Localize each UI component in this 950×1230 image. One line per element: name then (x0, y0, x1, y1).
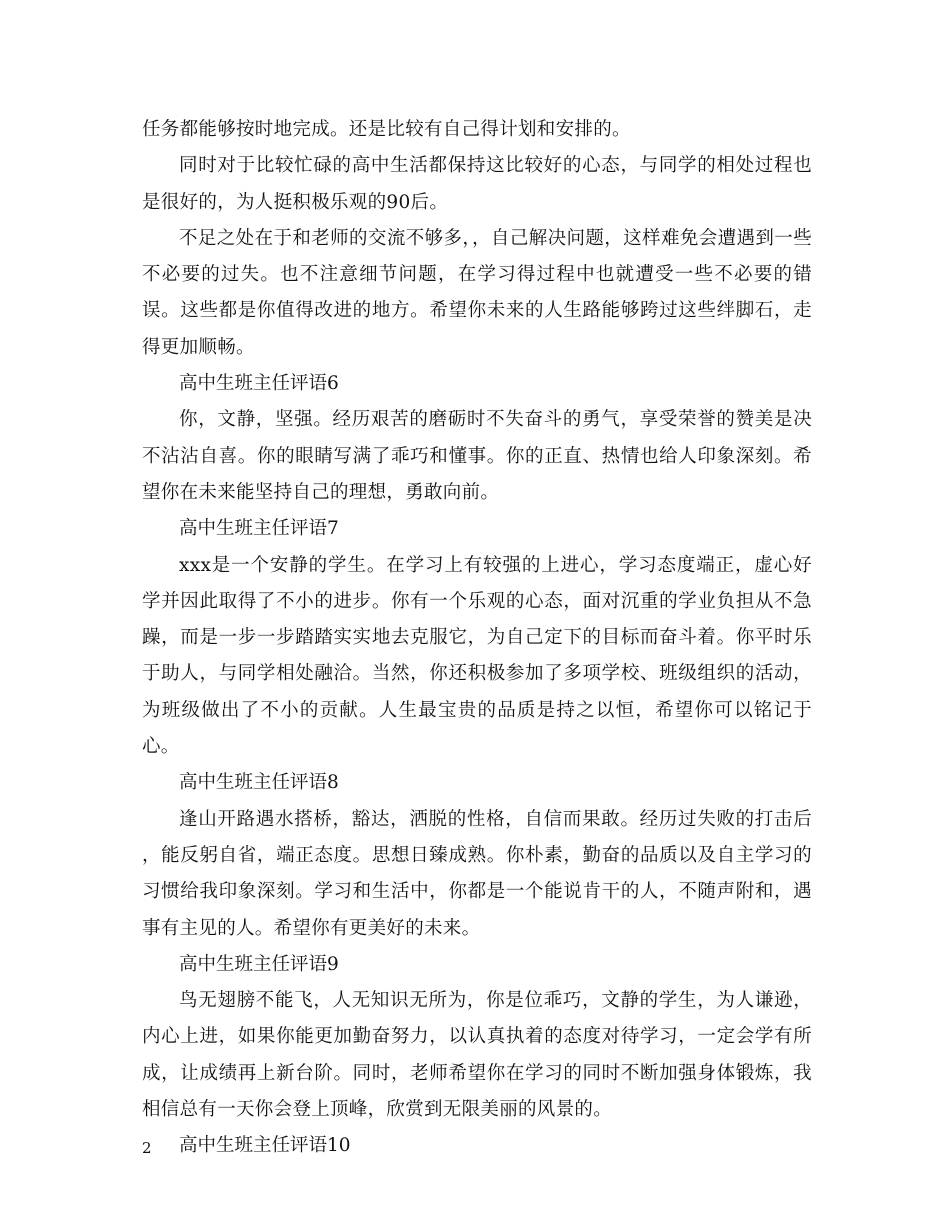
page-number: 2 (142, 1139, 152, 1157)
paragraph: 逢山开路遇水搭桥，豁达，洒脱的性格，自信而果敢。经历过失败的打击后 ，能反躬自省，端正态度。思想日臻成熟。你朴素，勤奋的品质以及自主学习的习惯给我印象深刻。学习和生活中，你都是一个能说肯干的人，不随声附和，遇事有主见的人。希望你有更美好的未来。 (142, 808, 812, 939)
paragraph: xxx是一个安静的学生。在学习上有较强的上进心，学习态度端正，虚心好学并因此取得了不小的进步。你有一个乐观的心态，面对沉重的学业负担从不急躁，而是一步一步踏踏实实地去克服它，为自己定下的目标而奋斗着。你平时乐于助人，与同学相处融洽。当然，你还积极参加了多项学校、班级组织的活动，为班级做出了不小的贡献。人生最宝贵的品质是持之以恒，希望你可以铭记于心。 (142, 554, 812, 758)
paragraph: 你，文静，坚强。经历艰苦的磨砺时不失奋斗的勇气，享受荣誉的赞美是决不沾沾自喜。你的眼睛写满了乖巧和懂事。你的正直、热情也给人印象深刻。希望你在未来能坚持自己的理想，勇敢向前。 (142, 409, 812, 503)
paragraph-continued: 任务都能够按时地完成。还是比较有自己得计划和安排的。 (142, 119, 631, 140)
paragraph: 不足之处在于和老师的交流不够多，，自己解决问题，这样难免会遭遇到一些不必要的过失。也不注意细节问题，在学习得过程中也就遭受一些不必要的错误。这些都是你值得改进的地方。希望你未来的人生路能够跨过这些绊脚石，走得更加顺畅。 (142, 227, 812, 358)
section-heading-9: 高中生班主任评语9 (179, 953, 339, 975)
document-body (142, 112, 812, 1165)
section-heading-8: 高中生班主任评语8 (179, 772, 339, 794)
paragraph: 同时对于比较忙碌的高中生活都保持这比较好的心态，与同学的相处过程也是很好的，为人挺积极乐观的90后。 (142, 155, 812, 213)
section-heading-10: 高中生班主任评语10 (179, 1135, 351, 1157)
section-heading-6: 高中生班主任评语6 (179, 373, 339, 395)
paragraph: 鸟无翅膀不能飞，人无知识无所为，你是位乖巧，文静的学生，为人谦逊，内心上进，如果你能更加勤奋努力，以认真执着的态度对待学习，一定会学有所成，让成绩再上新台阶。同时，老师希望你在学习的同时不断加强身体锻炼，我相信总有一天你会登上顶峰，欣赏到无限美丽的风景的。 (142, 990, 812, 1121)
section-heading-7: 高中生班主任评语7 (179, 518, 339, 540)
